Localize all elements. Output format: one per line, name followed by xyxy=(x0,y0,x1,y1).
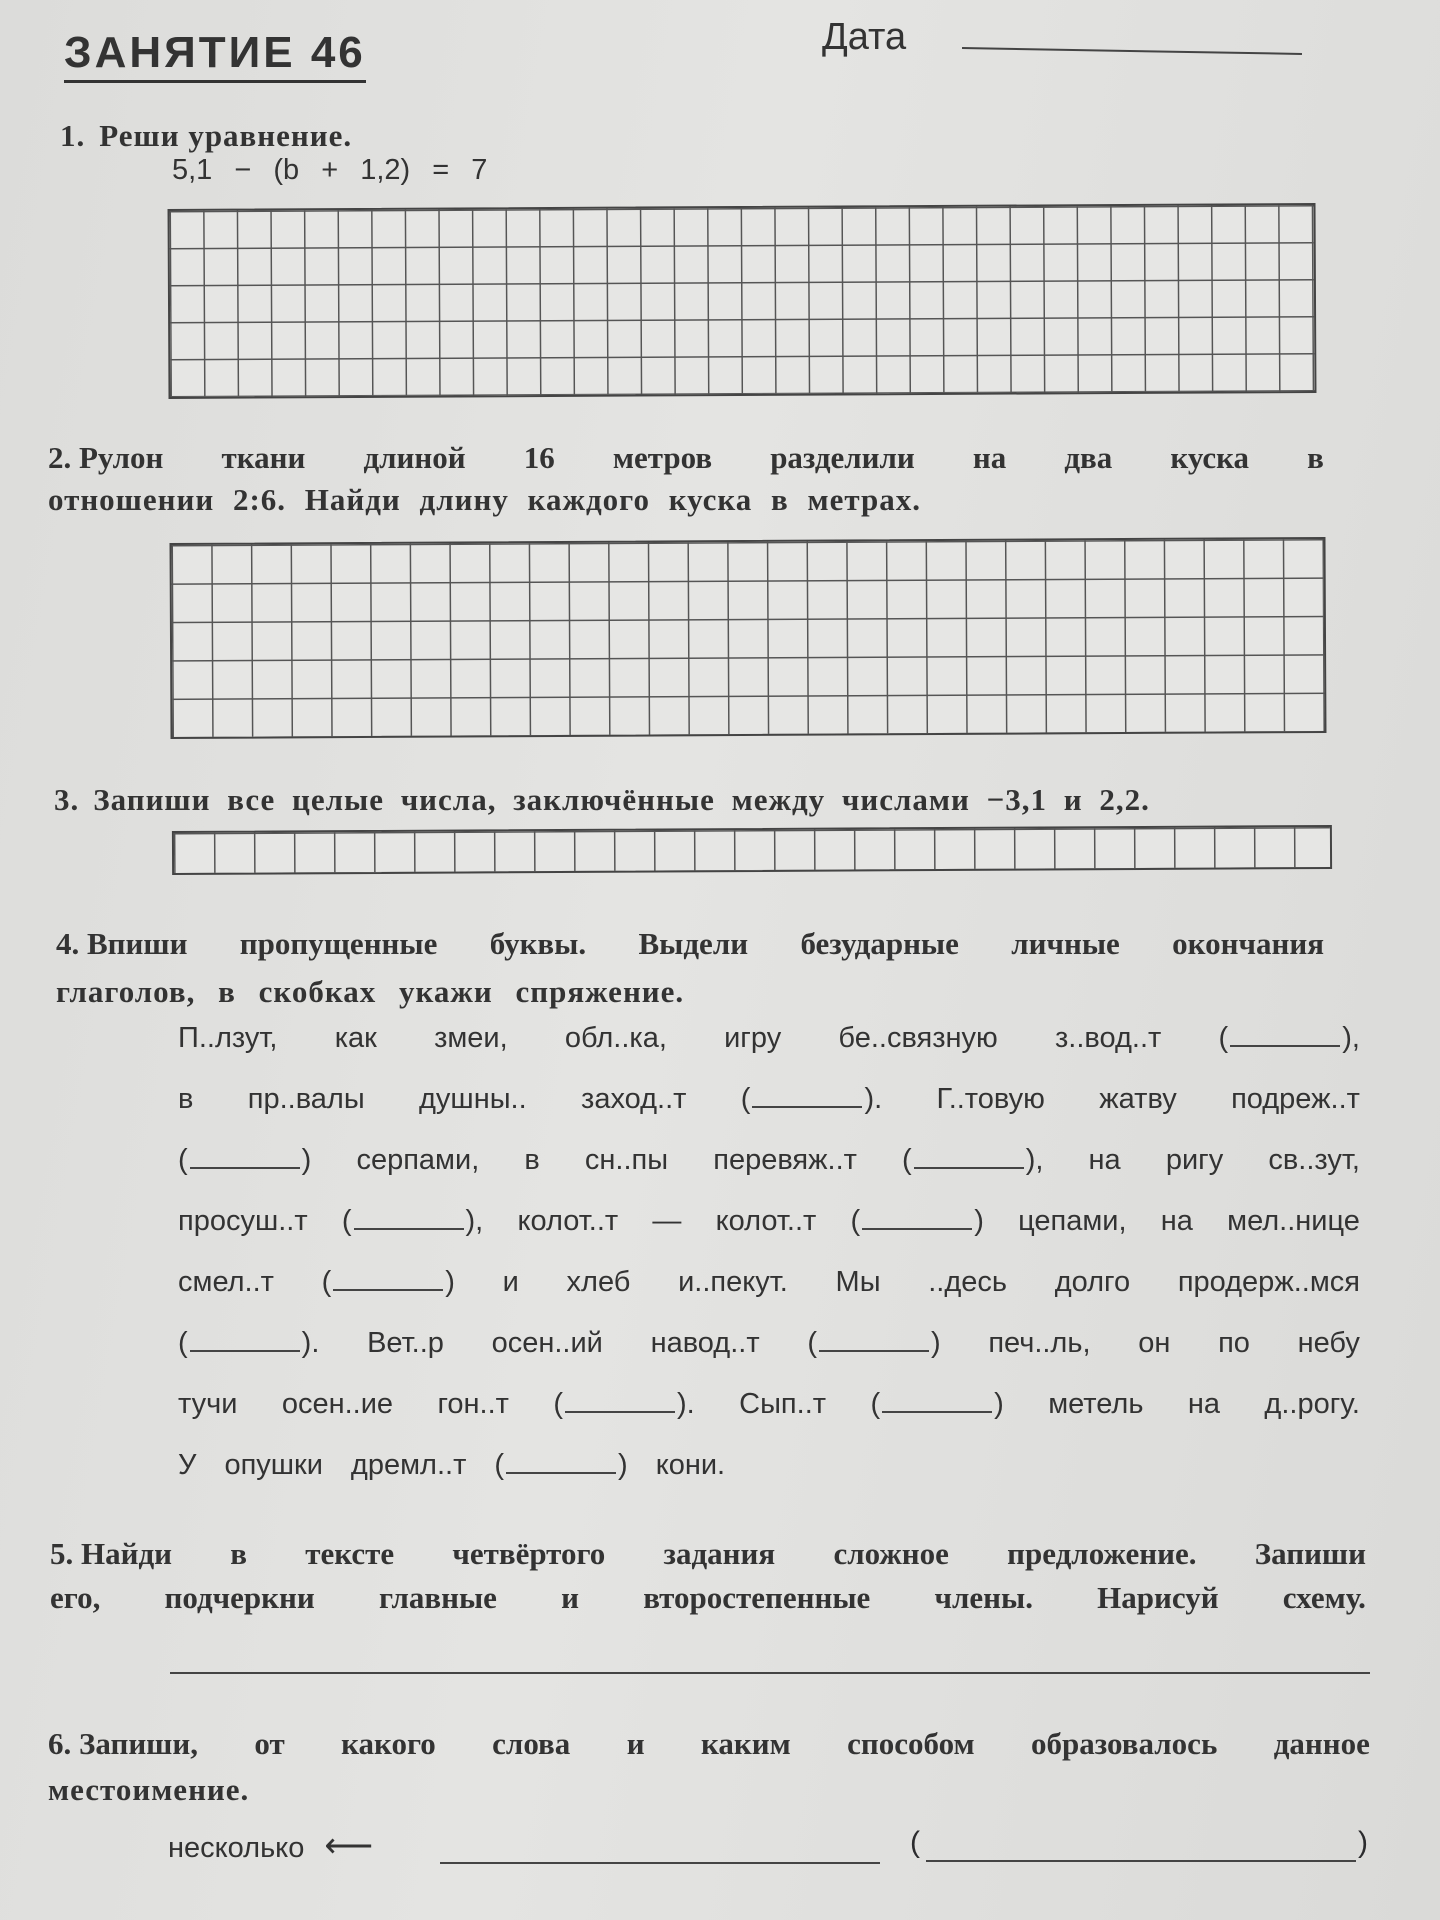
word: навод..т xyxy=(650,1327,760,1359)
word: метров xyxy=(612,440,713,475)
task-6-line-2: местоимение. xyxy=(48,1772,250,1807)
word: перевяж..т xyxy=(713,1144,857,1176)
text-line xyxy=(178,1449,1360,1510)
text-line xyxy=(178,1327,1360,1388)
date-input-line[interactable] xyxy=(962,47,1302,55)
word: его, xyxy=(50,1580,101,1615)
task-6-line-1 xyxy=(48,1726,1370,1762)
word: колот..т xyxy=(517,1205,619,1237)
word: игру xyxy=(724,1022,782,1054)
word: и xyxy=(561,1580,579,1615)
word: цепами, xyxy=(1018,1205,1127,1237)
word: способом xyxy=(847,1726,975,1761)
word: разделили xyxy=(770,440,915,475)
conjugation-blank: ( ) xyxy=(321,1266,455,1298)
conjugation-blank: ( ) xyxy=(850,1205,984,1237)
blank-line[interactable] xyxy=(565,1389,675,1413)
conjugation-blank: ( ), xyxy=(341,1205,484,1237)
word: задания xyxy=(663,1536,776,1571)
word: просуш..т xyxy=(178,1205,308,1237)
word: по xyxy=(1218,1327,1250,1359)
text-line xyxy=(178,1144,1360,1205)
word: осен..ие xyxy=(281,1388,394,1420)
paren-open: ( xyxy=(910,1826,920,1859)
word: два xyxy=(1064,440,1113,475)
word: Сып..т xyxy=(739,1388,827,1420)
source-word-line[interactable] xyxy=(440,1862,880,1864)
word: каким xyxy=(700,1726,791,1761)
arrow-left-icon: ⟵ xyxy=(324,1827,374,1865)
word: обл..ка, xyxy=(564,1022,667,1054)
text-line xyxy=(178,1205,1360,1266)
word: з..вод..т xyxy=(1055,1022,1162,1054)
word: главные xyxy=(378,1580,497,1615)
word: второстепенные xyxy=(643,1580,871,1615)
word: от xyxy=(254,1726,285,1761)
word: душны.. xyxy=(419,1083,527,1115)
word: в xyxy=(230,1536,248,1571)
task-4-line-1 xyxy=(56,926,1324,962)
word: буквы. xyxy=(489,926,587,961)
conjugation-blank: ( ), xyxy=(1218,1022,1360,1054)
word: предложение. xyxy=(1007,1536,1197,1571)
blank-line[interactable] xyxy=(882,1389,992,1413)
word: на xyxy=(1088,1144,1121,1176)
conjugation-blank: ( ). xyxy=(553,1388,695,1420)
word: метель xyxy=(1048,1388,1144,1420)
word: окончания xyxy=(1172,926,1324,961)
word: 16 xyxy=(523,440,555,475)
word: члены. xyxy=(934,1580,1033,1615)
word: подреж..т xyxy=(1231,1083,1360,1115)
answer-grid-task-1[interactable] xyxy=(168,203,1317,399)
blank-line[interactable] xyxy=(190,1328,300,1352)
task-number: 1. xyxy=(60,118,86,153)
word: на xyxy=(972,440,1007,475)
task-number: 4. Впиши xyxy=(56,926,188,961)
word: ткани xyxy=(221,440,306,475)
word: жатву xyxy=(1099,1083,1177,1115)
word: он xyxy=(1138,1327,1171,1359)
lesson-title: ЗАНЯТИЕ 46 xyxy=(64,28,366,83)
answer-grid-task-3[interactable] xyxy=(172,825,1332,875)
word: Г..товую xyxy=(936,1083,1045,1115)
word: Выдели xyxy=(638,926,749,961)
blank-line[interactable] xyxy=(190,1145,300,1169)
word: Запиши xyxy=(1254,1536,1366,1571)
task-4-line-2: глаголов, в скобках укажи спряжение. xyxy=(56,974,685,1009)
word: П..лзут, xyxy=(178,1022,278,1054)
word: в xyxy=(524,1144,540,1176)
word: на xyxy=(1187,1388,1221,1420)
paren-close: ) xyxy=(1358,1826,1368,1859)
word: У xyxy=(178,1449,197,1481)
word: и xyxy=(626,1726,645,1761)
blank-line[interactable] xyxy=(506,1450,616,1474)
word: д..рогу. xyxy=(1264,1388,1360,1420)
word: и..пекут. xyxy=(678,1266,788,1298)
word: ..десь xyxy=(928,1266,1008,1298)
task-2-line-2: отношении 2:6. Найди длину каждого куска в метрах. xyxy=(48,482,922,517)
word: гон..т xyxy=(437,1388,509,1420)
word: подчеркни xyxy=(164,1580,315,1615)
word: заход..т xyxy=(581,1083,687,1115)
word: сн..пы xyxy=(584,1144,669,1176)
blank-line[interactable] xyxy=(862,1206,972,1230)
word: как xyxy=(334,1022,377,1054)
task-3-text: Запиши все целые числа, заключённые между числами −3,1 и 2,2. xyxy=(93,782,1150,817)
word: схему. xyxy=(1282,1580,1366,1615)
task-2-line-1 xyxy=(48,440,1324,476)
blank-line[interactable] xyxy=(333,1267,443,1291)
word: серпами, xyxy=(356,1144,480,1176)
task-1-prompt xyxy=(60,118,352,154)
word: колот..т xyxy=(715,1205,817,1237)
pronoun-word: несколько xyxy=(168,1832,305,1864)
word: долго xyxy=(1054,1266,1131,1298)
conjugation-blank: ( ) xyxy=(494,1449,628,1481)
word: тексте xyxy=(305,1536,395,1571)
task-5-line-2 xyxy=(50,1580,1366,1616)
word: тучи xyxy=(178,1388,238,1420)
task-number: 6. Запиши, xyxy=(48,1726,198,1761)
conjugation-blank: ( ) xyxy=(870,1388,1004,1420)
word: Мы xyxy=(835,1266,881,1298)
word: ригу xyxy=(1165,1144,1224,1176)
word: — xyxy=(652,1205,682,1237)
word: св..зут, xyxy=(1268,1144,1360,1176)
word: печ..ль, xyxy=(988,1327,1091,1359)
word: пр..валы xyxy=(247,1083,365,1115)
word: осен..ий xyxy=(491,1327,603,1359)
task-number: 3. xyxy=(54,782,80,817)
conjugation-blank: ( ). xyxy=(740,1083,883,1115)
word: образовалось xyxy=(1031,1726,1218,1761)
word: Вет..р xyxy=(367,1327,444,1359)
word: какого xyxy=(341,1726,436,1761)
text-line xyxy=(178,1388,1360,1449)
conjugation-blank: ( ) xyxy=(178,1144,312,1176)
word: Нарисуй xyxy=(1097,1580,1219,1615)
word: бе..связную xyxy=(838,1022,998,1054)
task-number: 2. Рулон xyxy=(48,440,164,475)
text-line xyxy=(178,1266,1360,1327)
task-1-text: Реши уравнение. xyxy=(99,118,353,153)
word: смел..т xyxy=(178,1266,274,1298)
word: кони. xyxy=(655,1449,726,1481)
word: на xyxy=(1160,1205,1193,1237)
answer-grid-task-2[interactable] xyxy=(169,537,1326,739)
task-3-prompt xyxy=(54,782,1150,818)
method-line[interactable] xyxy=(926,1860,1356,1862)
text-line xyxy=(178,1083,1360,1144)
word: опушки xyxy=(224,1449,323,1481)
blank-line[interactable] xyxy=(752,1084,862,1108)
word: четвёртого xyxy=(452,1536,606,1571)
conjugation-blank: ( ) xyxy=(807,1327,941,1359)
blank-line[interactable] xyxy=(1230,1023,1340,1047)
exercise-text xyxy=(178,1022,1360,1510)
blank-line[interactable] xyxy=(819,1328,929,1352)
word: сложное xyxy=(833,1536,949,1571)
word: безударные xyxy=(800,926,959,961)
word: куска xyxy=(1170,440,1250,475)
word: дремл..т xyxy=(350,1449,467,1481)
word: личные xyxy=(1011,926,1120,961)
blank-line[interactable] xyxy=(914,1145,1024,1169)
word: змеи, xyxy=(434,1022,508,1054)
answer-line-task-5[interactable] xyxy=(170,1672,1370,1674)
word: длиной xyxy=(363,440,466,475)
derivation-row xyxy=(168,1826,373,1866)
word: и xyxy=(502,1266,519,1298)
blank-line[interactable] xyxy=(354,1206,464,1230)
equation: 5,1 − (b + 1,2) = 7 xyxy=(172,154,488,186)
conjugation-blank: ( ), xyxy=(902,1144,1044,1176)
word: продерж..мся xyxy=(1177,1266,1360,1298)
date-label: Дата xyxy=(822,16,907,58)
word: мел..нице xyxy=(1227,1205,1360,1237)
word: пропущенные xyxy=(239,926,438,961)
word: небу xyxy=(1297,1327,1360,1359)
word: хлеб xyxy=(566,1266,631,1298)
word: данное xyxy=(1273,1726,1370,1761)
word: в xyxy=(1307,440,1324,475)
conjugation-blank: ( ). xyxy=(178,1327,320,1359)
word: слова xyxy=(492,1726,571,1761)
text-line xyxy=(178,1022,1360,1083)
word: в xyxy=(178,1083,194,1115)
task-5-line-1 xyxy=(50,1536,1366,1572)
task-number: 5. Найди xyxy=(50,1536,173,1571)
